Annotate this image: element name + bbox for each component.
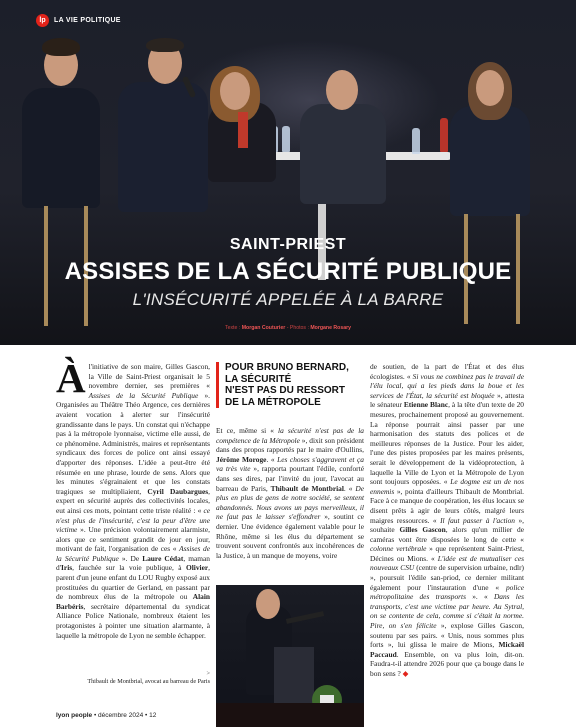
article-title: ASSISES DE LA SÉCURITÉ PUBLIQUE [64, 258, 512, 285]
section-heading: POUR BRUNO BERNARD, LA SÉCURITÉ N'EST PAS DU RESSORT DE LA MÉTROPOLE [216, 362, 369, 408]
water-bottle [282, 126, 290, 152]
article-column-3: de soutien, de la part de l'État et des élus écologistes. « Si vous ne combinez pas le travail de l'élu local, qui a les pieds dans la boue et les services de l'État, la sécurité est bloquée », attesta le sénateur Etienne Blanc, à la tête d'un texte de 20 mesures, prochainement proposé au gouvernement. La réponse pourrait ainsi passer par une harmonisation des statuts des polices et de meilleures réponses de la Justice. Pour les aider, l'une des pistes proposées par les maires présents, serait le développement de la vidéoprotection, à laquelle la Ville de Lyon et la Métropole de Lyon sont toujours opposées. « Le dogme est un de nos ennemis », pointa d'ailleurs Thibault de Montbrial. Face à ce manque de coopération, les élus locaux se disent prêts à agir de leurs côtés, malgré leurs maigres ressources. « Il faut passer à l'action », souhaite Gilles Gascon, alors qu'un millier de caméras vont être disposées le long de cette « colonne vertébrale » que représentent Saint-Priest, Décines ou Mions. « L'idée est de mutualiser ces nouveaux CSU (centre de supervision urbaine, ndlr) », poursuit l'édile san-priod, ce dernier militant également pour l'instauration d'une « police métropolitaine des transports ». « Dans les transports, c'est une victime par heure. Au Sytral, on se contente de cela, comme si c'était la norme. Pire, on s'en félicite », explose Gilles Gascon, soutenu par ses pairs. « Unis, nous sommes plus forts », lui glissa le maire de Mions, Mickaël Paccaud. Ensemble, on va plus loin, dit-on. Faudra-t-il attendre 2026 pour que ça bouge dans le bon sens ? ◆ [370, 362, 525, 678]
page-footer [56, 712, 156, 719]
article-kicker: SAINT-PRIEST [229, 236, 347, 253]
lectern [274, 647, 314, 703]
page-number: 12 [149, 712, 157, 719]
article-subtitle: L'INSÉCURITÉ APPELÉE À LA BARRE [132, 290, 444, 309]
article-credits: Texte : Morgan Couturier - Photos : Morgane Rosary [224, 325, 352, 331]
section-header [36, 14, 121, 27]
speaker-photo [216, 585, 364, 727]
article-column-1: Àl'initiative de son maire, Gilles Gascon, la Ville de Saint-Priest organisait le 5 novembre dernier, ses premières « Assises de la Sécurité Publique ». Organisées au Théâtre Théo Argence, ces dernières avaient vocation à alerter sur l'insécurité grandissante dans le pays. Un constat qui n'échappe pas à la métropole lyonnaise, victime elle aussi, de ce phénomène. Administrés, maires et représentants syndicaux des forces de police ont ainsi essayé d'apporter des réponses. L'idée a peut-être été résumée en une phrase, lourde de sens. Alors que les minutes s'égrainaient et que les constats tragiques se multipliaient, Cyril Daubargues, expert en sécurité auprès des collectivités locales, eut ainsi ces mots, pointant cette triste réalité : « ce n'est plus de l'insécurité, c'est la peur d'être une victime ». Une précision volontairement alarmiste, alors que ce sentiment grandit de jour en jour, motivant de fait, l'organisation de ces « Assises de la Sécurité Publique ». De Laure Cédat, maman d'Iris, fauchée sur la voie publique, à Olivier, parent d'un jeune enfant du LOU Rugby exposé aux prostituées du quartier de Gerland, en passant par de nombreux élus de la métropole ou Alain Barbéris, secrétaire départemental du syndicat Alliance Police Nationale, nombreux étaient les protagonistes à pointer une situation alarmante, à laquelle la métropole de Lyon ne semble échapper. [56, 355, 210, 640]
end-mark: ◆ [402, 669, 409, 678]
lp-logo-icon: lp [36, 14, 49, 27]
photo-caption: > Thibault de Montbrial, avocat au barreau de Paris [87, 670, 210, 685]
drop-cap: À [56, 355, 86, 401]
section-label: LA VIE POLITIQUE [54, 17, 121, 24]
hero-photo [0, 0, 576, 345]
footer-date: • décembre 2024 • [93, 712, 148, 719]
article-column-2: Et ce, même si « la sécurité n'est pas de la compétence de la Métropole », dixit son président dans des propos rapportés par le maire d'Oullins, Jérôme Moroge. « Les choses s'aggravent et ça va très vite », rapporta pourtant l'édile, conforté dans ses dires, par l'invité du jour, l'avocat au barreau de Paris, Thibault de Montbrial. « De plus en plus de gens de notre société, se sentent abandonnés. Nous avons un pays merveilleux, il ne faut pas le laisser s'effondrer », soutint ce dernier. Une évidence également valable pour le Rhône, même si les élus du département se trouvent souvent confrontés aux incohérences de la Justice, à un manque de moyens, voire [216, 426, 364, 560]
footer-brand: lyon people [56, 712, 93, 719]
water-bottle [412, 128, 420, 154]
red-bottle [440, 118, 448, 152]
